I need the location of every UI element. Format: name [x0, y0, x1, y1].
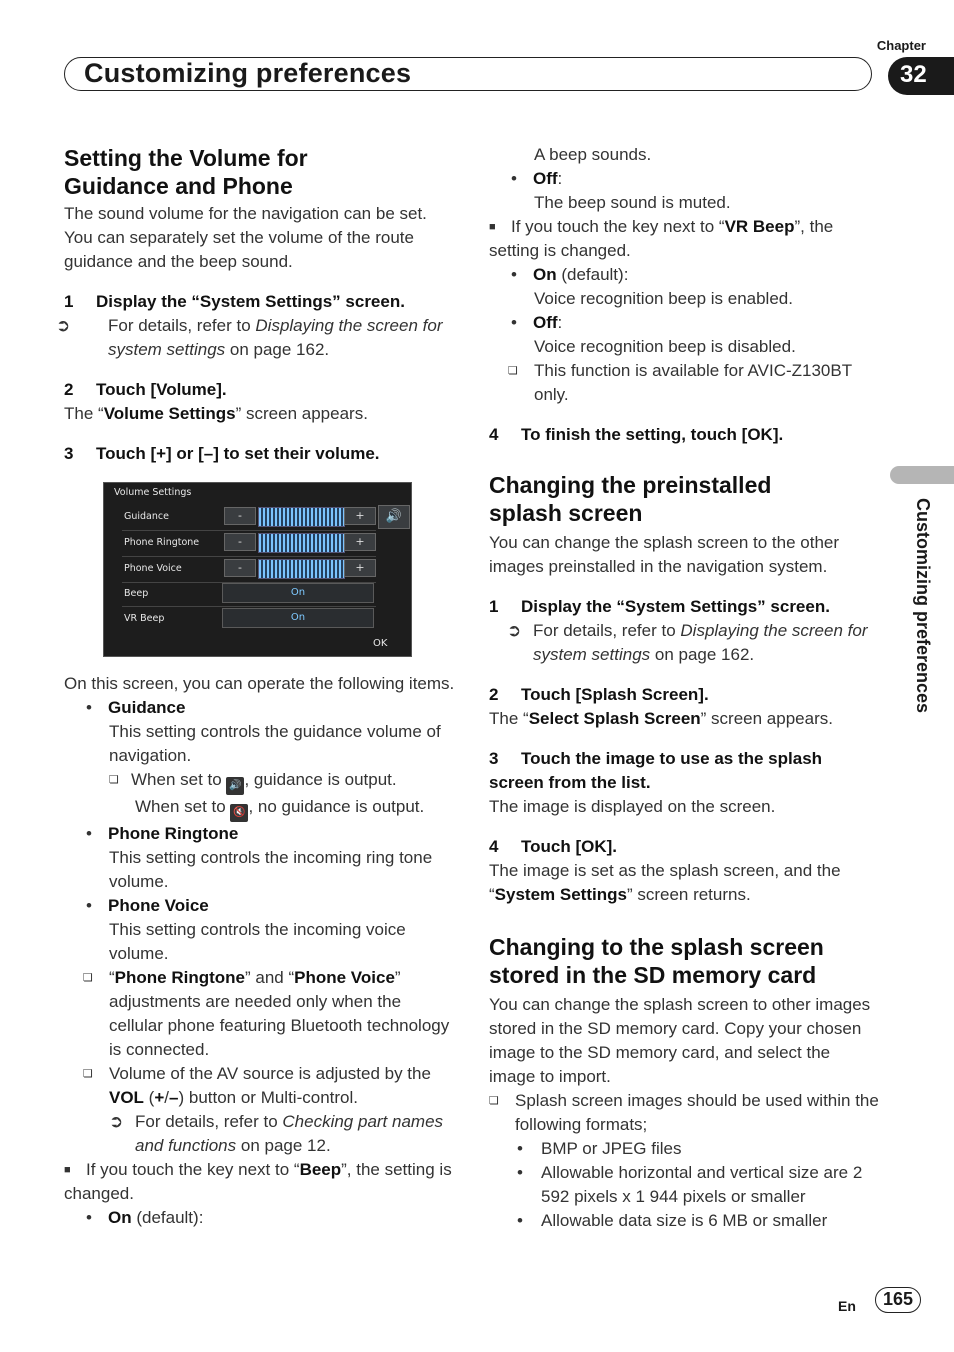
- section-heading-splash: Changing the preinstalled splash screen: [489, 472, 772, 526]
- guidance-desc: This setting controls the guidance volume of navigation.: [109, 722, 441, 765]
- guidance-note-off: When set to 🔇 , no guidance is output.: [64, 795, 456, 822]
- arrow-icon: ➲: [56, 316, 71, 335]
- sd-note: ❏ Splash screen images should be used within the following formats;: [489, 1091, 879, 1134]
- square-bullet-icon: ■: [64, 1164, 71, 1176]
- screen-title: Volume Settings: [114, 487, 192, 498]
- vr-beep-toggle[interactable]: On: [222, 608, 374, 628]
- voice-volume-meter[interactable]: [258, 559, 345, 579]
- item-phone-voice: • Phone Voice: [86, 896, 209, 915]
- step-3: 3 Touch [+] or [–] to set their volume.: [64, 444, 380, 463]
- vr-off-option: • Off:: [511, 313, 563, 332]
- splash-step-3: 3 Touch the image to use as the splash screen from the list.: [489, 749, 823, 792]
- splash-step-1: 1 Display the “System Settings” screen.: [489, 597, 830, 616]
- note-av-reference: ➲ For details, refer to Checking part names and functions on page 12.: [109, 1112, 444, 1155]
- arrow-icon: ➲: [109, 1112, 124, 1131]
- splash-step-2: 2 Touch [Splash Screen].: [489, 685, 709, 704]
- voice-desc: This setting controls the incoming voice volume.: [109, 920, 406, 963]
- side-tab-label: Customizing preferences: [913, 498, 933, 714]
- speaker-on-icon: 🔊: [226, 777, 244, 795]
- note-av-volume: ❏ Volume of the AV source is adjusted by the VOL (+/–) button or Multi-control.: [83, 1064, 431, 1107]
- beep-on-desc: A beep sounds.: [534, 145, 652, 164]
- splash-step-3-result: The image is displayed on the screen.: [489, 797, 776, 816]
- chapter-label: Chapter: [876, 38, 926, 53]
- splash-step-2-result: The “Select Splash Screen” screen appears.: [489, 709, 833, 728]
- format-item: • Allowable data size is 6 MB or smaller: [517, 1211, 828, 1230]
- step-1: 1 Display the “System Settings” screen.: [64, 292, 405, 311]
- left-column-lower: [64, 672, 456, 1230]
- vr-off-desc: Voice recognition beep is disabled.: [534, 337, 796, 356]
- page-number: 165: [875, 1287, 921, 1313]
- step-4: 4 To finish the setting, touch [OK].: [489, 425, 784, 444]
- splash-step-4: 4 Touch [OK].: [489, 837, 617, 856]
- vr-note: ❏ This function is available for AVIC-Z130BT only.: [508, 361, 852, 404]
- checkbox-icon: ❏: [109, 774, 119, 786]
- vr-on-option: • On (default):: [511, 265, 629, 284]
- vr-on-desc: Voice recognition beep is enabled.: [534, 289, 793, 308]
- ringtone-plus-button[interactable]: +: [344, 533, 376, 551]
- splash-step-4-result: The image is set as the splash screen, and the “System Settings” screen returns.: [489, 861, 841, 904]
- language-label: En: [838, 1298, 856, 1314]
- beep-on-option: • On (default):: [86, 1208, 204, 1227]
- chapter-number: 32: [888, 57, 954, 95]
- beep-toggle[interactable]: On: [222, 583, 374, 603]
- item-guidance: • Guidance: [86, 698, 186, 717]
- splash-step-1-reference: ➲ For details, refer to Displaying the screen for system settings on page 162.: [507, 621, 868, 664]
- note-bluetooth: ❏ “Phone Ringtone” and “Phone Voice” adjustments are needed only when the cellular phone featuring Bluetooth technology is connected.: [83, 968, 450, 1059]
- square-bullet-icon: ■: [489, 221, 496, 233]
- checkbox-icon: ❏: [83, 1068, 93, 1080]
- row-vr-beep: VR Beep: [124, 613, 165, 624]
- section-heading-volume: Setting the Volume for Guidance and Phone: [64, 145, 308, 199]
- row-guidance: Guidance: [124, 511, 169, 522]
- item-phone-ringtone: • Phone Ringtone: [86, 824, 239, 843]
- volume-intro: The sound volume for the navigation can be set. You can separately set the volume of the route guidance and the beep sound.: [64, 204, 427, 271]
- guidance-minus-button[interactable]: -: [224, 507, 256, 525]
- step-1-reference: ➲ For details, refer to Displaying the screen for system settings on page 162.: [56, 316, 443, 359]
- step-2-result: The “Volume Settings” screen appears.: [64, 404, 368, 423]
- checkbox-icon: ❏: [508, 365, 518, 377]
- volume-settings-screen: [103, 482, 412, 657]
- arrow-icon: ➲: [507, 621, 522, 640]
- right-column: [489, 143, 881, 1233]
- step-2: 2 Touch [Volume].: [64, 380, 227, 399]
- ringtone-minus-button[interactable]: -: [224, 533, 256, 551]
- ok-button[interactable]: OK: [373, 638, 388, 649]
- guidance-note-on: ❏ When set to 🔊 , guidance is output.: [64, 768, 456, 795]
- guidance-volume-meter[interactable]: [258, 507, 345, 527]
- page-title: Customizing preferences: [84, 58, 412, 88]
- vr-beep-intro: ■ If you touch the key next to “VR Beep”, the setting is changed.: [489, 217, 834, 260]
- guidance-plus-button[interactable]: +: [344, 507, 376, 525]
- checkbox-icon: ❏: [489, 1095, 499, 1107]
- beep-off-option: • Off:: [511, 169, 563, 188]
- voice-minus-button[interactable]: -: [224, 559, 256, 577]
- section-heading-sd: Changing to the splash screen stored in the SD memory card: [489, 934, 824, 988]
- beep-intro: ■ If you touch the key next to “Beep”, the setting is changed.: [64, 1160, 452, 1203]
- checkbox-icon: ❏: [83, 972, 93, 984]
- beep-off-desc: The beep sound is muted.: [534, 193, 731, 212]
- splash-intro: You can change the splash screen to the other images preinstalled in the navigation system.: [489, 533, 840, 576]
- speaker-icon[interactable]: 🔊: [378, 505, 410, 529]
- format-item: • BMP or JPEG files: [517, 1139, 682, 1158]
- row-phone-voice: Phone Voice: [124, 563, 182, 574]
- left-column: [56, 144, 454, 466]
- format-item: • Allowable horizontal and vertical size are 2 592 pixels x 1 944 pixels or smaller: [517, 1163, 863, 1206]
- row-beep: Beep: [124, 588, 149, 599]
- side-tab: [890, 466, 954, 484]
- ringtone-volume-meter[interactable]: [258, 533, 345, 553]
- voice-plus-button[interactable]: +: [344, 559, 376, 577]
- row-phone-ringtone: Phone Ringtone: [124, 537, 200, 548]
- sd-intro: You can change the splash screen to other images stored in the SD memory card. Copy your chosen image to the SD memory card, and select the image to import.: [489, 995, 871, 1086]
- operate-intro: On this screen, you can operate the following items.: [64, 674, 455, 693]
- speaker-mute-icon: 🔇: [230, 804, 248, 822]
- ringtone-desc: This setting controls the incoming ring tone volume.: [109, 848, 433, 891]
